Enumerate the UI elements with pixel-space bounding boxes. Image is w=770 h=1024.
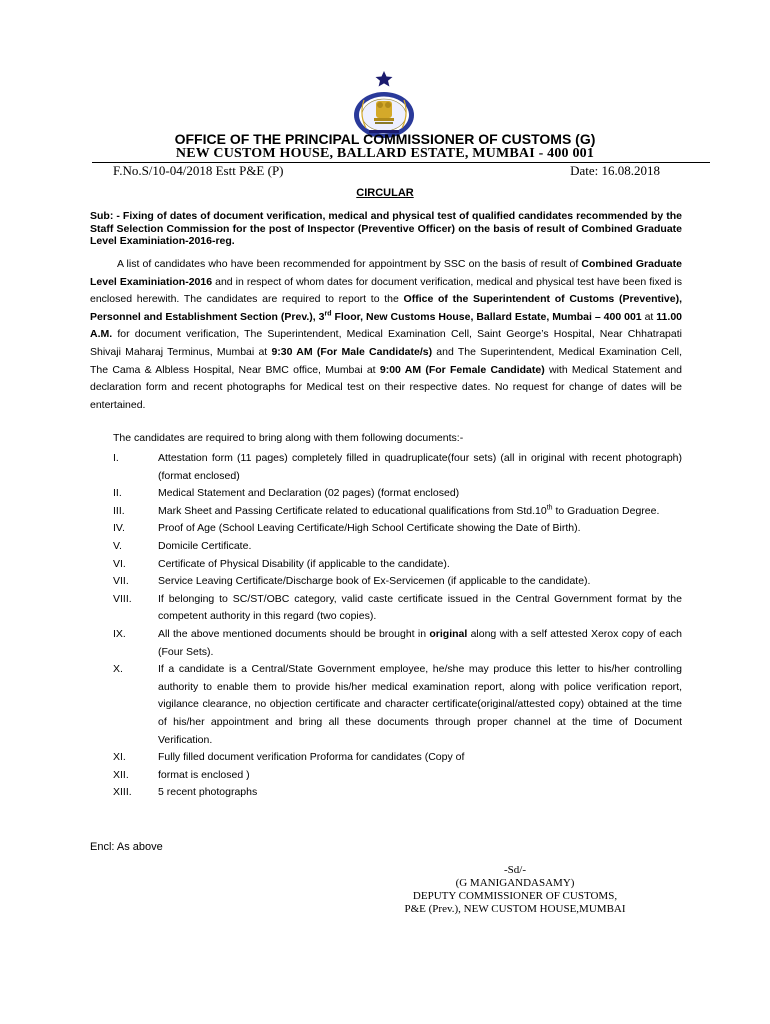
- body-text: at: [641, 310, 657, 323]
- list-item: [113, 520, 682, 538]
- signature-sd: -Sd/-: [504, 864, 526, 876]
- reporting-office: Office of the Superintendent of Customs (Preventive), Personnel and Establishment Section (Prev.), 3: [90, 293, 682, 323]
- male-medical-time: 9:30 AM (For Male Candidate/s): [271, 345, 433, 358]
- female-medical-time: 9:00 AM (For Female Candidate): [379, 363, 545, 376]
- item-text: If belonging to SC/ST/OBC category, valid caste certificate issued in the Central Government format by the competent authority in this regard (two copies).: [158, 592, 682, 623]
- reporting-address: Floor, New Customs House, Ballard Estate, Mumbai – 400 001: [331, 310, 642, 323]
- body-text: and The Superintendent, Medical Examination Cell, The Cama & Albless Hospital, Near BMC office, Mumbai at: [90, 345, 682, 376]
- item-text: Medical Statement and Declaration (02 pages) (format enclosed): [158, 487, 460, 500]
- body-text: A list of candidates who have been recommended for appointment by SSC on the basis of result of: [117, 258, 582, 270]
- ordinal-suffix: th: [546, 504, 553, 512]
- item-number: VI.: [113, 557, 126, 570]
- exam-name: Combined Graduate Level Examiniation-2016: [90, 258, 682, 288]
- item-text: 5 recent photographs: [158, 786, 258, 799]
- office-address: NEW CUSTOM HOUSE, BALLARD ESTATE, MUMBAI - 400 001: [175, 146, 595, 161]
- body-text: and in respect of whom dates for document verification, medical and physical test have been fixed is enclosed herewith. The candidates are required to report to the: [90, 275, 682, 306]
- list-item: [113, 661, 682, 749]
- item-text: Domicile Certificate.: [158, 539, 252, 552]
- signature-block: [340, 864, 690, 916]
- list-item: [113, 784, 682, 802]
- signatory-designation: DEPUTY COMMISSIONER OF CUSTOMS,: [412, 890, 618, 902]
- item-text-part: All the above mentioned documents should be brought in: [158, 627, 430, 640]
- item-number: II.: [113, 487, 122, 500]
- item-number: IV.: [113, 522, 125, 535]
- ashoka-emblem-seal-icon: [339, 70, 429, 140]
- item-text: Fully filled document verification Proforma for candidates (Copy of: [158, 751, 465, 764]
- list-item: [113, 573, 682, 591]
- item-text: format is enclosed ): [158, 768, 250, 781]
- subject-line: Sub: - Fixing of dates of document verification, medical and physical test of qualified candidates recommended by the Staff Selection Commission for the post of Inspector (Preventive Officer) on the basis of result of Combined Graduate Level Examiniation-2016-reg.: [90, 210, 682, 247]
- ordinal-suffix: rd: [324, 310, 332, 318]
- item-number: XI.: [113, 751, 126, 764]
- body-paragraph: [90, 256, 682, 414]
- item-text: If a candidate is a Central/State Government employee, he/she may produce this letter to his/her controlling authority to enable them to provide his/her medical examination report, along with police verification report, vigilance clearance, no objection certificate and character certificate(original/attested copy) obtained at the time of his/her appointment and bring all these documents through proper channel at the time of Document Verification.: [158, 663, 682, 746]
- list-item: [113, 503, 682, 521]
- list-item: [113, 767, 682, 785]
- list-item: [113, 626, 682, 661]
- item-text: Attestation form (11 pages) completely filled in quadruplicate(four sets) (all in original with recent photograph) (format enclosed): [158, 452, 682, 482]
- file-number: F.No.S/10-04/2018 Estt P&E (P): [113, 163, 284, 178]
- item-text: [158, 626, 682, 661]
- documents-intro: The candidates are required to bring along with them following documents:-: [113, 432, 464, 444]
- enclosure-note: Encl: As above: [90, 841, 163, 853]
- item-number: VIII.: [113, 592, 132, 605]
- documents-list: [113, 450, 682, 802]
- office-heading: OFFICE OF THE PRINCIPAL COMMISSIONER OF CUSTOMS (G): [174, 131, 596, 147]
- item-text: [158, 503, 682, 521]
- item-text: Certificate of Physical Disability (if applicable to the candidate).: [158, 557, 450, 570]
- signatory-name: (G MANIGANDASAMY): [455, 877, 575, 889]
- list-item: [113, 556, 682, 574]
- item-number: X.: [113, 663, 123, 676]
- item-number: IX.: [113, 627, 126, 640]
- item-number: XIII.: [113, 786, 132, 799]
- signatory-section: P&E (Prev.), NEW CUSTOM HOUSE,MUMBAI: [404, 903, 626, 915]
- list-item: [113, 591, 682, 626]
- circular-date: Date: 16.08.2018: [570, 163, 660, 178]
- item-text-part: to Graduation Degree.: [552, 504, 660, 517]
- item-number: I.: [113, 452, 119, 464]
- item-number: XII.: [113, 768, 129, 781]
- item-text: Proof of Age (School Leaving Certificate/High School Certificate showing the Date of Birth).: [158, 522, 581, 535]
- list-item: [113, 450, 682, 485]
- item-text: Service Leaving Certificate/Discharge book of Ex-Servicemen (if applicable to the candidate).: [158, 575, 591, 588]
- item-text-part: along with a self attested Xerox copy of each (Four Sets).: [158, 627, 682, 658]
- list-item: [113, 485, 682, 503]
- emphasis-original: original: [429, 627, 468, 640]
- body-text: for document verification, The Superintendent, Medical Examination Cell, Saint George’s Hospital, Near Chhatrapati Shivaji Maharaj Terminus, Mumbai at: [90, 328, 682, 358]
- item-number: III.: [113, 504, 125, 517]
- item-number: VII.: [113, 575, 129, 588]
- list-item: [113, 749, 682, 767]
- list-item: [113, 538, 682, 556]
- reporting-time: 11.00 A.M.: [90, 310, 682, 341]
- item-text-part: Mark Sheet and Passing Certificate related to educational qualifications from Std.10: [158, 504, 547, 517]
- body-text: with Medical Statement and declaration form and recent photographs for Medical test on their respective dates. No request for change of dates will be entertained.: [90, 363, 682, 411]
- circular-title: CIRCULAR: [356, 187, 414, 199]
- item-number: V.: [113, 539, 122, 552]
